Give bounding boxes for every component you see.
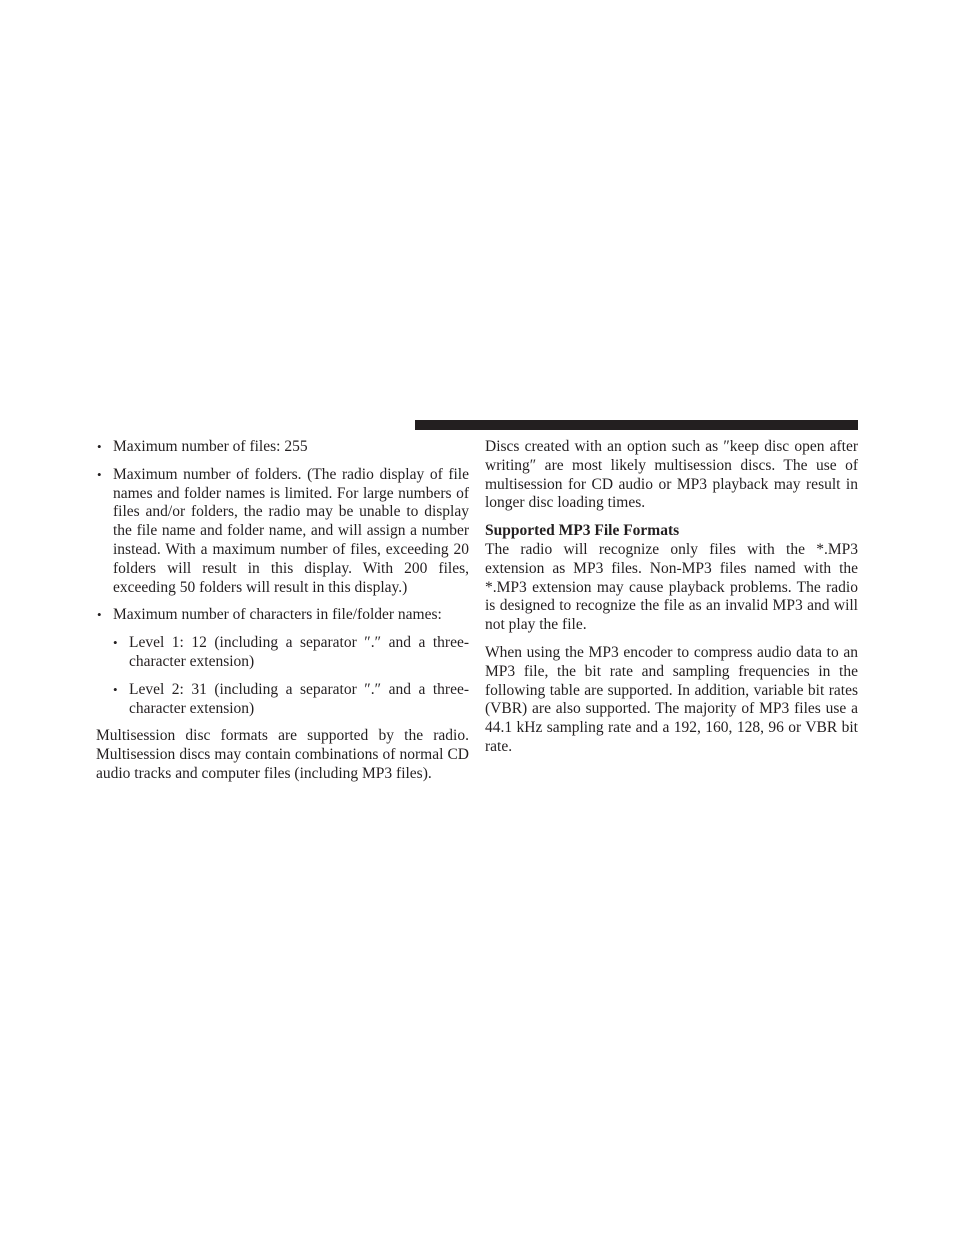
right-column: [485, 438, 858, 766]
sub-list-item-level-1: • Level 1: 12 (including a separator ″.″ and a three-character extension): [96, 634, 469, 672]
continuation-paragraph: Discs created with an option such as ″keep disc open after writing″ are most likely multisession discs. The use of multisession for CD audio or MP3 playback may result in longer disc loading times.: [485, 438, 858, 512]
section-header-bar: [415, 420, 858, 430]
file-limits-list: [96, 438, 469, 718]
multisession-paragraph: Multisession disc formats are supported by the radio. Multisession discs may contain combinations of normal CD audio tracks and computer files (including MP3 files).: [96, 727, 469, 782]
section-heading: Supported MP3 File Formats: [485, 522, 680, 540]
list-item-max-files: • Maximum number of files: 255: [96, 438, 469, 457]
sub-list-item-level-2: • Level 2: 31 (including a separator ″.″ and a three-character extension): [96, 681, 469, 719]
list-item-max-folders: • Maximum number of folders. (The radio display of file names and folder names is limited. For large numbers of files and/or folders, the radio may be unable to display the file name and folder name, and will assign a number instead. With a maximum number of files, exceeding 20 folders will result in this display. With 200 files, exceeding 50 folders will result in this display.): [96, 466, 469, 598]
left-column: [96, 438, 469, 793]
encoder-paragraph: When using the MP3 encoder to compress audio data to an MP3 file, the bit rate and sampling frequencies in the following table are supported. In addition, variable bit rates (VBR) are also supported. The majority of MP3 files use a 44.1 kHz sampling rate and a 192, 160, 128, 96 or VBR bit rate.: [485, 643, 858, 755]
list-item-max-characters: • Maximum number of characters in file/folder names:: [96, 606, 469, 625]
formats-paragraph: The radio will recognize only files with the *.MP3 extension as MP3 files. Non-MP3 files named with the *.MP3 extension may cause playback problems. The radio is designed to recognize the file as an invalid MP3 and will not play the file.: [485, 540, 858, 634]
